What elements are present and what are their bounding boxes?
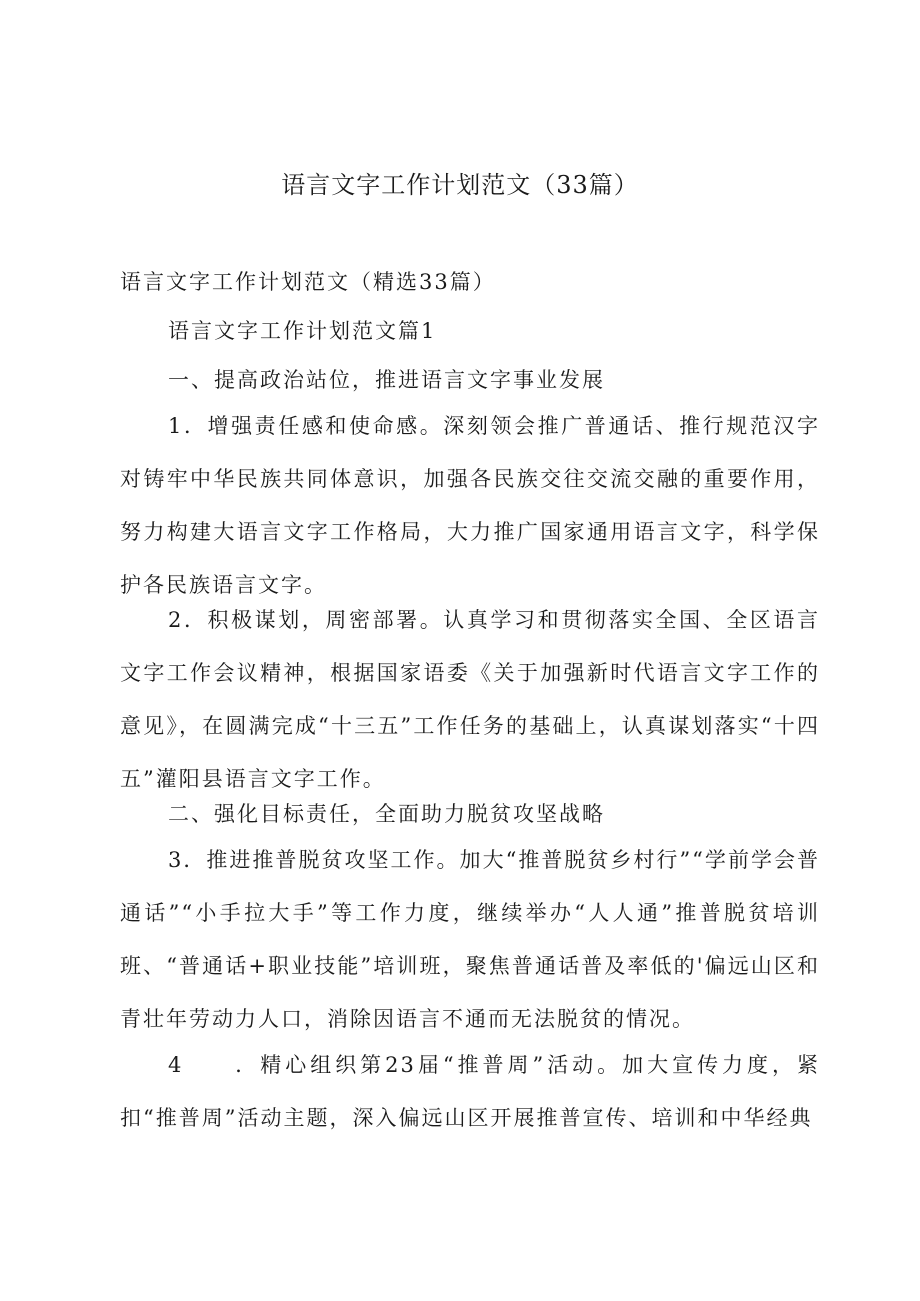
heading-political-stance: 一、提高政治站位，推进语言文字事业发展 [168, 368, 605, 392]
paragraph-promotion-week: 4 ．精心组织第23届“推普周”活动。加大宣传力度，紧扣“推普周”活动主题，深入偏远山区开展推普宣传、培训和中华经典 [120, 1053, 820, 1130]
section-heading: 语言文字工作计划范文篇1 [168, 319, 437, 343]
document-title: 语言文字工作计划范文（33篇） [281, 171, 639, 199]
document-subtitle: 语言文字工作计划范文（精选33篇） [120, 270, 496, 294]
heading-poverty-alleviation: 二、强化目标责任，全面助力脱贫攻坚战略 [168, 802, 605, 826]
paragraph-putonghua-poverty: 3．推进推普脱贫攻坚工作。加大“推普脱贫乡村行”“学前学会普通话”“小手拉大手”等工作力度，继续举办“人人通”推普脱贫培训班、“普通话+职业技能”培训班，聚焦普通话普及率低的'偏远山区和青壮年劳动力人口，消除因语言不通而无法脱贫的情况。 [120, 848, 820, 1031]
paragraph-responsibility: 1．增强责任感和使命感。深刻领会推广普通话、推行规范汉字对铸牢中华民族共同体意识，加强各民族交往交流交融的重要作用，努力构建大语言文字工作格局，大力推广国家通用语言文字，科学保护各民族语言文字。 [120, 414, 820, 597]
paragraph-planning: 2．积极谋划，周密部署。认真学习和贯彻落实全国、全区语言文字工作会议精神，根据国家语委《关于加强新时代语言文字工作的意见》，在圆满完成“十三五”工作任务的基础上，认真谋划落实“十四五”灌阳县语言文字工作。 [120, 608, 820, 791]
